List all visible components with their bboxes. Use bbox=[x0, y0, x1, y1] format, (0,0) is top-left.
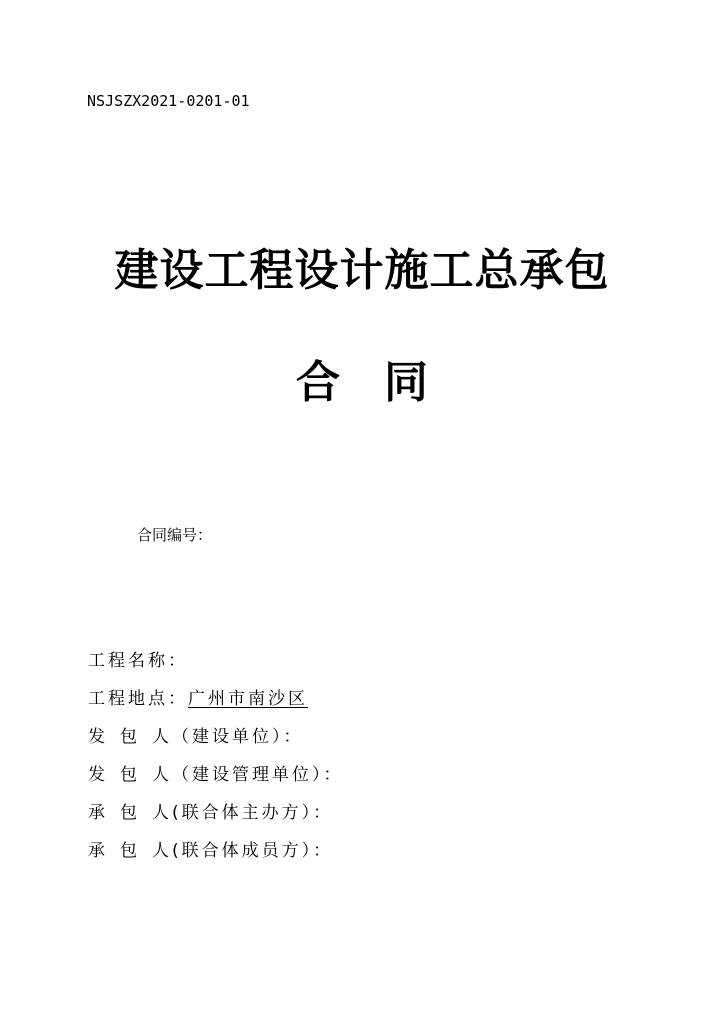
label-suffix: （建设管理单位）： bbox=[172, 765, 344, 785]
field-label: 工程地点： bbox=[88, 689, 188, 709]
label-suffix: (联合体主办方）： bbox=[172, 803, 334, 823]
subtitle-char-1: 合 bbox=[296, 357, 340, 408]
label-char: 承 bbox=[88, 803, 108, 823]
label-suffix: (联合体成员方）： bbox=[172, 841, 334, 861]
document-subtitle bbox=[0, 346, 724, 410]
label-char: 人 bbox=[152, 803, 172, 823]
contract-number-label: 合同编号： bbox=[137, 526, 213, 544]
label-char: 包 bbox=[120, 727, 140, 747]
label-char: 人 bbox=[152, 841, 172, 861]
document-title: 建设工程设计施工总承包 bbox=[114, 245, 610, 296]
label-char: 包 bbox=[120, 765, 140, 785]
field-contractor-lead bbox=[88, 802, 344, 840]
subtitle-char-2: 同 bbox=[384, 357, 428, 408]
label-char: 人 bbox=[152, 765, 172, 785]
field-project-name bbox=[88, 650, 344, 688]
field-label: 工程名称： bbox=[88, 651, 188, 671]
label-char: 发 bbox=[88, 765, 108, 785]
label-char: 包 bbox=[120, 803, 140, 823]
label-suffix: （建设单位）： bbox=[172, 727, 304, 747]
field-project-location bbox=[88, 688, 344, 726]
label-char: 包 bbox=[120, 841, 140, 861]
info-fields bbox=[88, 650, 344, 878]
document-code: NSJSZX2021-0201-01 bbox=[87, 92, 250, 110]
field-employer-management bbox=[88, 764, 344, 802]
field-value: 广州市南沙区 bbox=[188, 689, 308, 709]
label-char: 人 bbox=[152, 727, 172, 747]
label-char: 发 bbox=[88, 727, 108, 747]
field-employer bbox=[88, 726, 344, 764]
label-char: 承 bbox=[88, 841, 108, 861]
field-contractor-member bbox=[88, 840, 344, 878]
